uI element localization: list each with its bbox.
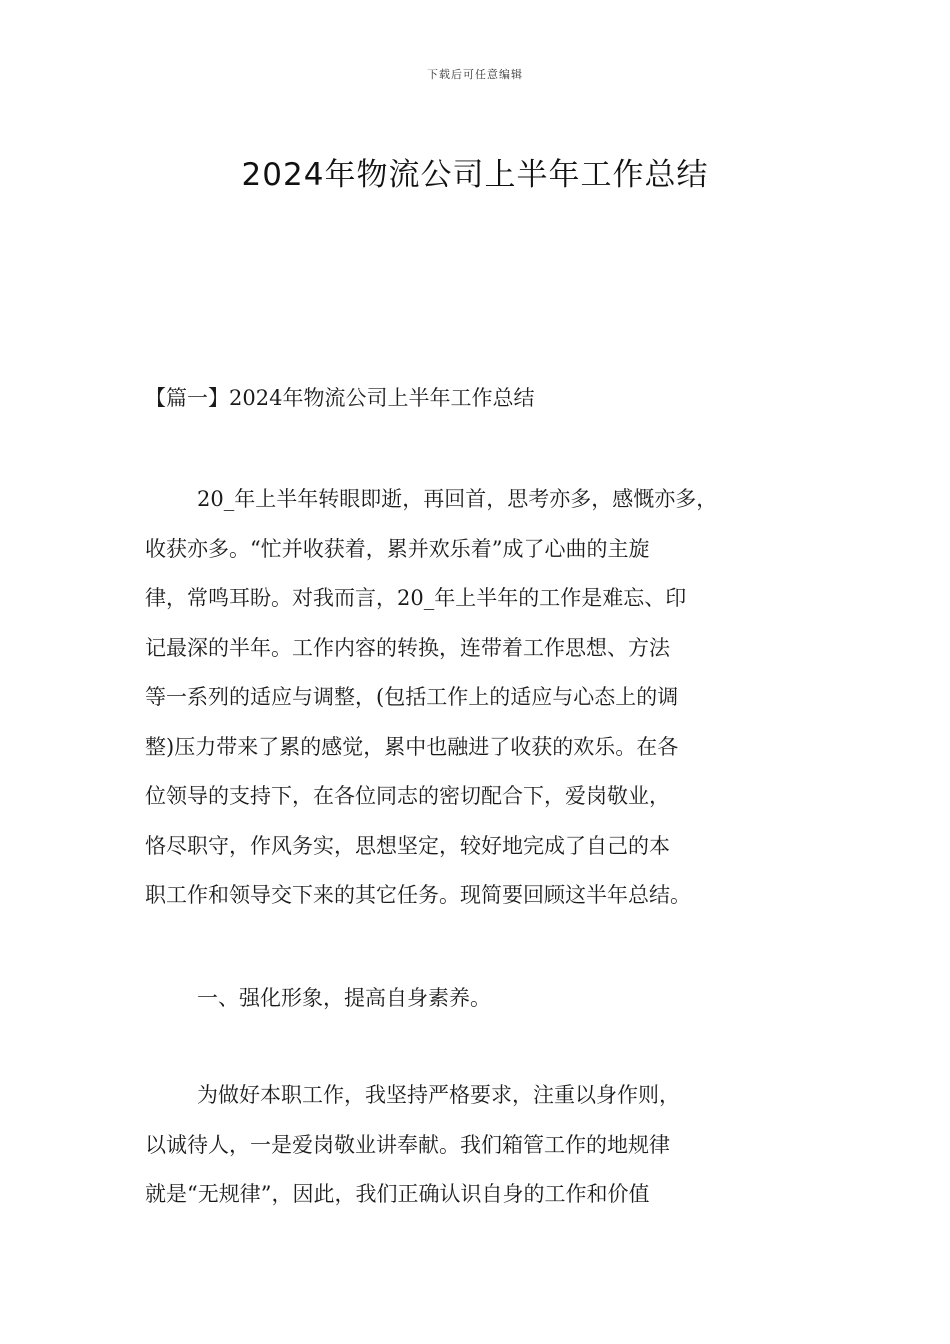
- text-line: 收获亦多。“忙并收获着，累并欢乐着”成了心曲的主旋: [145, 536, 650, 561]
- text-line: 恪尽职守，作风务实，思想坚定，较好地完成了自己的本: [145, 833, 670, 858]
- text-line: 记最深的半年。工作内容的转换，连带着工作思想、方法: [145, 635, 670, 660]
- section-heading: 【篇一】2024年物流公司上半年工作总结: [145, 386, 535, 410]
- subheading-one: [145, 974, 810, 1024]
- text-line: 位领导的支持下，在各位同志的密切配合下，爱岗敬业，: [145, 784, 670, 808]
- text-line: 整)压力带来了累的感觉，累中也融进了收获的欢乐。在各: [145, 734, 679, 759]
- text-line: 职工作和领导交下来的其它任务。现简要回顾这半年总结。: [145, 883, 691, 907]
- text-line: 20_年上半年转眼即逝，再回首，思考亦多，感慨亦多，: [197, 487, 718, 511]
- text-line: 以诚待人，一是爱岗敬业讲奉献。我们箱管工作的地规律: [145, 1132, 670, 1157]
- paragraph-two: [145, 1071, 810, 1220]
- text-line: 就是“无规律”，因此，我们正确认识自身的工作和价值: [145, 1182, 650, 1206]
- subheading-text: 一、强化形象，提高自身素养。: [197, 986, 491, 1010]
- text-line: 等一系列的适应与调整，(包括工作上的适应与心态上的调: [145, 685, 679, 709]
- text-line: 为做好本职工作，我坚持严格要求，注重以身作则，: [197, 1083, 680, 1107]
- paragraph-intro: [145, 475, 810, 921]
- header-note: 下载后可任意编辑: [427, 68, 523, 81]
- text-line: 律，常鸣耳盼。对我而言，20_年上半年的工作是难忘、印: [145, 586, 687, 610]
- document-title: 2024年物流公司上半年工作总结: [241, 156, 709, 193]
